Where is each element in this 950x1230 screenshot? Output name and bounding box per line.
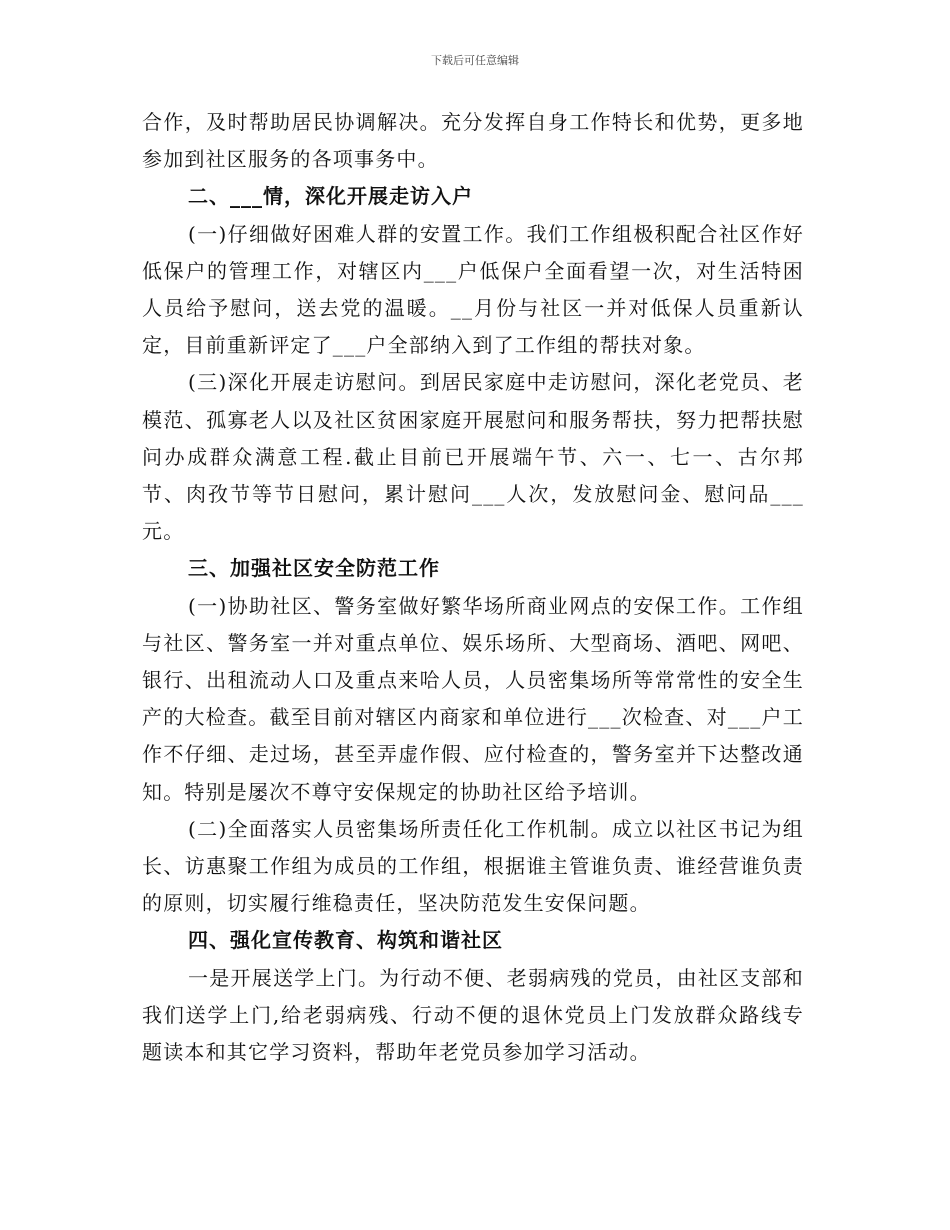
- document-body: [142, 104, 804, 1071]
- page-header: 下载后可任意编辑: [431, 54, 519, 67]
- paragraph: (二)全面落实人员密集场所责任化工作机制。成立以社区书记为组长、访惠聚工作组为成员的工作组，根据谁主管谁负责、谁经营谁负责的原则，切实履行维稳责任，坚决防范发生安保问题。: [142, 816, 804, 916]
- section-heading: 四、强化宣传教育、构筑和谐社区: [188, 928, 503, 953]
- paragraph: (一)仔细做好困难人群的安置工作。我们工作组极积配合社区作好低保户的管理工作，对辖区内___户低保户全面看望一次，对生活特困人员给予慰问，送去党的温暖。__月份与社区一并对低保人员重新认定，目前重新评定了___户全部纳入到了工作组的帮扶对象。: [142, 221, 804, 358]
- section-heading: 二、___情，深化开展走访入户: [188, 184, 473, 209]
- paragraph: (三)深化开展走访慰问。到居民家庭中走访慰问，深化老党员、老模范、孤寡老人以及社区贫困家庭开展慰问和服务帮扶，努力把帮扶慰问办成群众满意工程.截止目前已开展端午节、六一、七一、古尔邦节、肉孜节等节日慰问，累计慰问___人次，发放慰问金、慰问品___元。: [142, 370, 804, 544]
- paragraph: 合作，及时帮助居民协调解决。充分发挥自身工作特长和优势，更多地参加到社区服务的各项事务中。: [142, 110, 804, 172]
- paragraph: 一是开展送学上门。为行动不便、老弱病残的党员，由社区支部和我们送学上门,给老弱病残、行动不便的退休党员上门发放群众路线专题读本和其它学习资料，帮助年老党员参加学习活动。: [142, 965, 804, 1065]
- section-heading: 三、加强社区安全防范工作: [188, 556, 440, 581]
- paragraph: (一)协助社区、警务室做好繁华场所商业网点的安保工作。工作组与社区、警务室一并对重点单位、娱乐场所、大型商场、酒吧、网吧、银行、出租流动人口及重点来哈人员，人员密集场所等常常性的安全生产的大检查。截至目前对辖区内商家和单位进行___次检查、对___户工作不仔细、走过场，甚至弄虚作假、应付检查的，警务室并下达整改通知。特别是屡次不尊守安保规定的协助社区给予培训。: [142, 593, 804, 804]
